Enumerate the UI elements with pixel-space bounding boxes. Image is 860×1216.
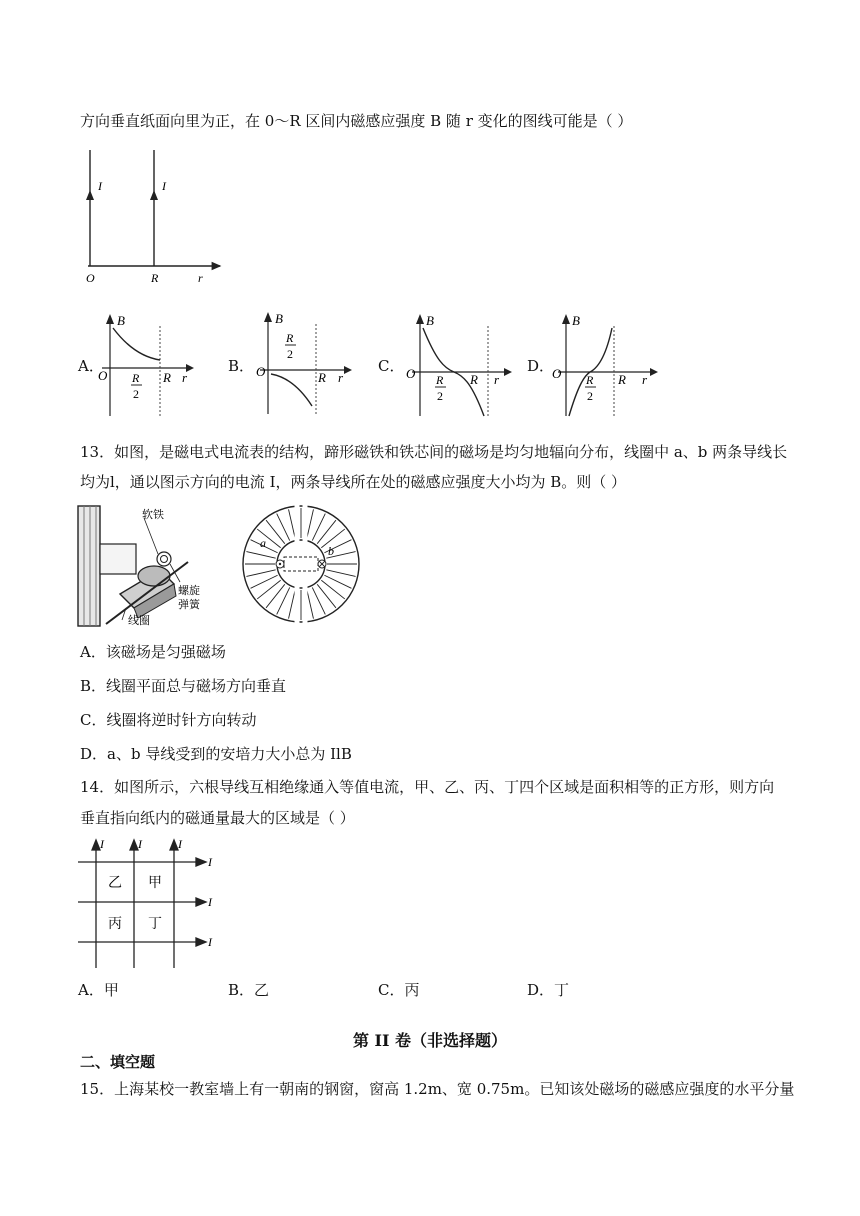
- q12-option-d-label: D．: [527, 357, 555, 375]
- region-yi: 乙: [108, 876, 122, 891]
- q14-option-d: D．丁: [527, 981, 570, 999]
- q13-option-d: D．a、b 导线受到的安培力大小总为 IlB: [80, 745, 352, 763]
- svg-text:R: R: [132, 371, 140, 385]
- q12-option-b-graph: [256, 310, 356, 420]
- radial-field-line: [246, 570, 275, 577]
- region-bing: 丙: [108, 917, 122, 932]
- part2-title: 第 II 卷（非选择题）: [352, 1031, 508, 1050]
- q13-stem-line-2: 均为l，通以图示方向的电流 I，两条导线所在处的磁感应强度大小均为 B。则（ ）: [80, 473, 627, 491]
- svg-text:O: O: [406, 366, 416, 381]
- q13-meter-structure-figure: [76, 504, 206, 629]
- q12-option-c-graph: [406, 312, 516, 422]
- radial-field-line: [326, 570, 355, 577]
- q13-radial-field-figure: [240, 503, 362, 625]
- svg-text:O: O: [98, 368, 108, 383]
- q14-option-b: B．乙: [228, 981, 270, 999]
- q12-option-a-graph: [98, 312, 198, 422]
- r-mark-label: R: [151, 271, 159, 285]
- q12-option-b-label: B．: [228, 357, 255, 375]
- wire1-current-label: I: [98, 179, 102, 193]
- svg-text:I: I: [208, 895, 212, 909]
- spring-label: 弹簧: [178, 599, 200, 611]
- svg-text:R: R: [436, 373, 444, 387]
- q14-stem-line-2: 垂直指向纸内的磁通量最大的区域是（ ）: [80, 809, 355, 827]
- svg-text:I: I: [138, 837, 142, 851]
- wire2-current-label: I: [162, 179, 166, 193]
- svg-text:r: r: [642, 372, 648, 387]
- r-axis-label: r: [198, 271, 203, 285]
- q13-option-b: B．线圈平面总与磁场方向垂直: [80, 677, 287, 695]
- region-ding: 丁: [148, 917, 162, 932]
- svg-text:B: B: [426, 313, 434, 328]
- svg-text:2: 2: [133, 387, 139, 401]
- svg-text:I: I: [100, 837, 104, 851]
- svg-text:r: r: [494, 372, 500, 387]
- svg-text:2: 2: [587, 389, 593, 403]
- svg-text:I: I: [178, 837, 182, 851]
- q14-option-a: A．甲: [78, 981, 119, 999]
- svg-text:R: R: [618, 372, 626, 387]
- soft-iron-label: 软铁: [142, 509, 164, 521]
- wire-b-label: b: [328, 544, 334, 558]
- svg-text:O: O: [256, 364, 266, 379]
- origin-label: O: [86, 271, 95, 285]
- q14-option-c: C．丙: [378, 981, 420, 999]
- q13-option-c: C．线圈将逆时针方向转动: [80, 711, 257, 729]
- wire-a-label: a: [260, 536, 266, 550]
- q12-option-d-graph: [552, 312, 662, 422]
- q14-stem-line-1: 14．如图所示，六根导线互相绝缘通入等值电流，甲、乙、丙、丁四个区域是面积相等的正方形，则方向: [80, 778, 775, 796]
- svg-text:r: r: [182, 370, 188, 385]
- svg-text:O: O: [552, 366, 562, 381]
- q12-option-a-label: A．: [78, 357, 104, 375]
- coil-label: 线圈: [128, 615, 150, 627]
- section-heading: 二、填空题: [80, 1053, 156, 1071]
- svg-text:B: B: [275, 311, 283, 326]
- q12-stem-line: 方向垂直纸面向里为正，在 0～R 区间内磁感应强度 B 随 r 变化的图线可能是（ ）: [80, 112, 633, 130]
- svg-text:R: R: [318, 370, 326, 385]
- spiral-label: 螺旋: [178, 585, 200, 597]
- q13-option-a: A．该磁场是匀强磁场: [80, 643, 226, 661]
- q12-wire-figure: [80, 148, 220, 288]
- svg-text:R: R: [586, 373, 594, 387]
- svg-text:B: B: [572, 313, 580, 328]
- svg-text:B: B: [117, 313, 125, 328]
- region-jia: 甲: [148, 876, 162, 891]
- svg-text:R: R: [470, 372, 478, 387]
- svg-text:R: R: [286, 331, 294, 345]
- q15-stem-line: 15．上海某校一教室墙上有一朝南的钢窗，窗高 1.2m、宽 0.75m。已知该处磁场的磁感应强度的水平分量: [80, 1080, 795, 1098]
- q12-option-c-label: C．: [378, 357, 405, 375]
- q14-wire-grid-figure: [76, 836, 226, 971]
- radial-field-line: [246, 552, 275, 559]
- svg-text:I: I: [208, 935, 212, 949]
- svg-text:I: I: [208, 855, 212, 869]
- svg-text:r: r: [338, 370, 344, 385]
- svg-text:R: R: [163, 370, 171, 385]
- svg-text:2: 2: [437, 389, 443, 403]
- q13-stem-line-1: 13．如图，是磁电式电流表的结构，蹄形磁铁和铁芯间的磁场是均匀地辐向分布，线圈中 a、b 两条导线长: [80, 443, 788, 461]
- svg-text:2: 2: [287, 347, 293, 361]
